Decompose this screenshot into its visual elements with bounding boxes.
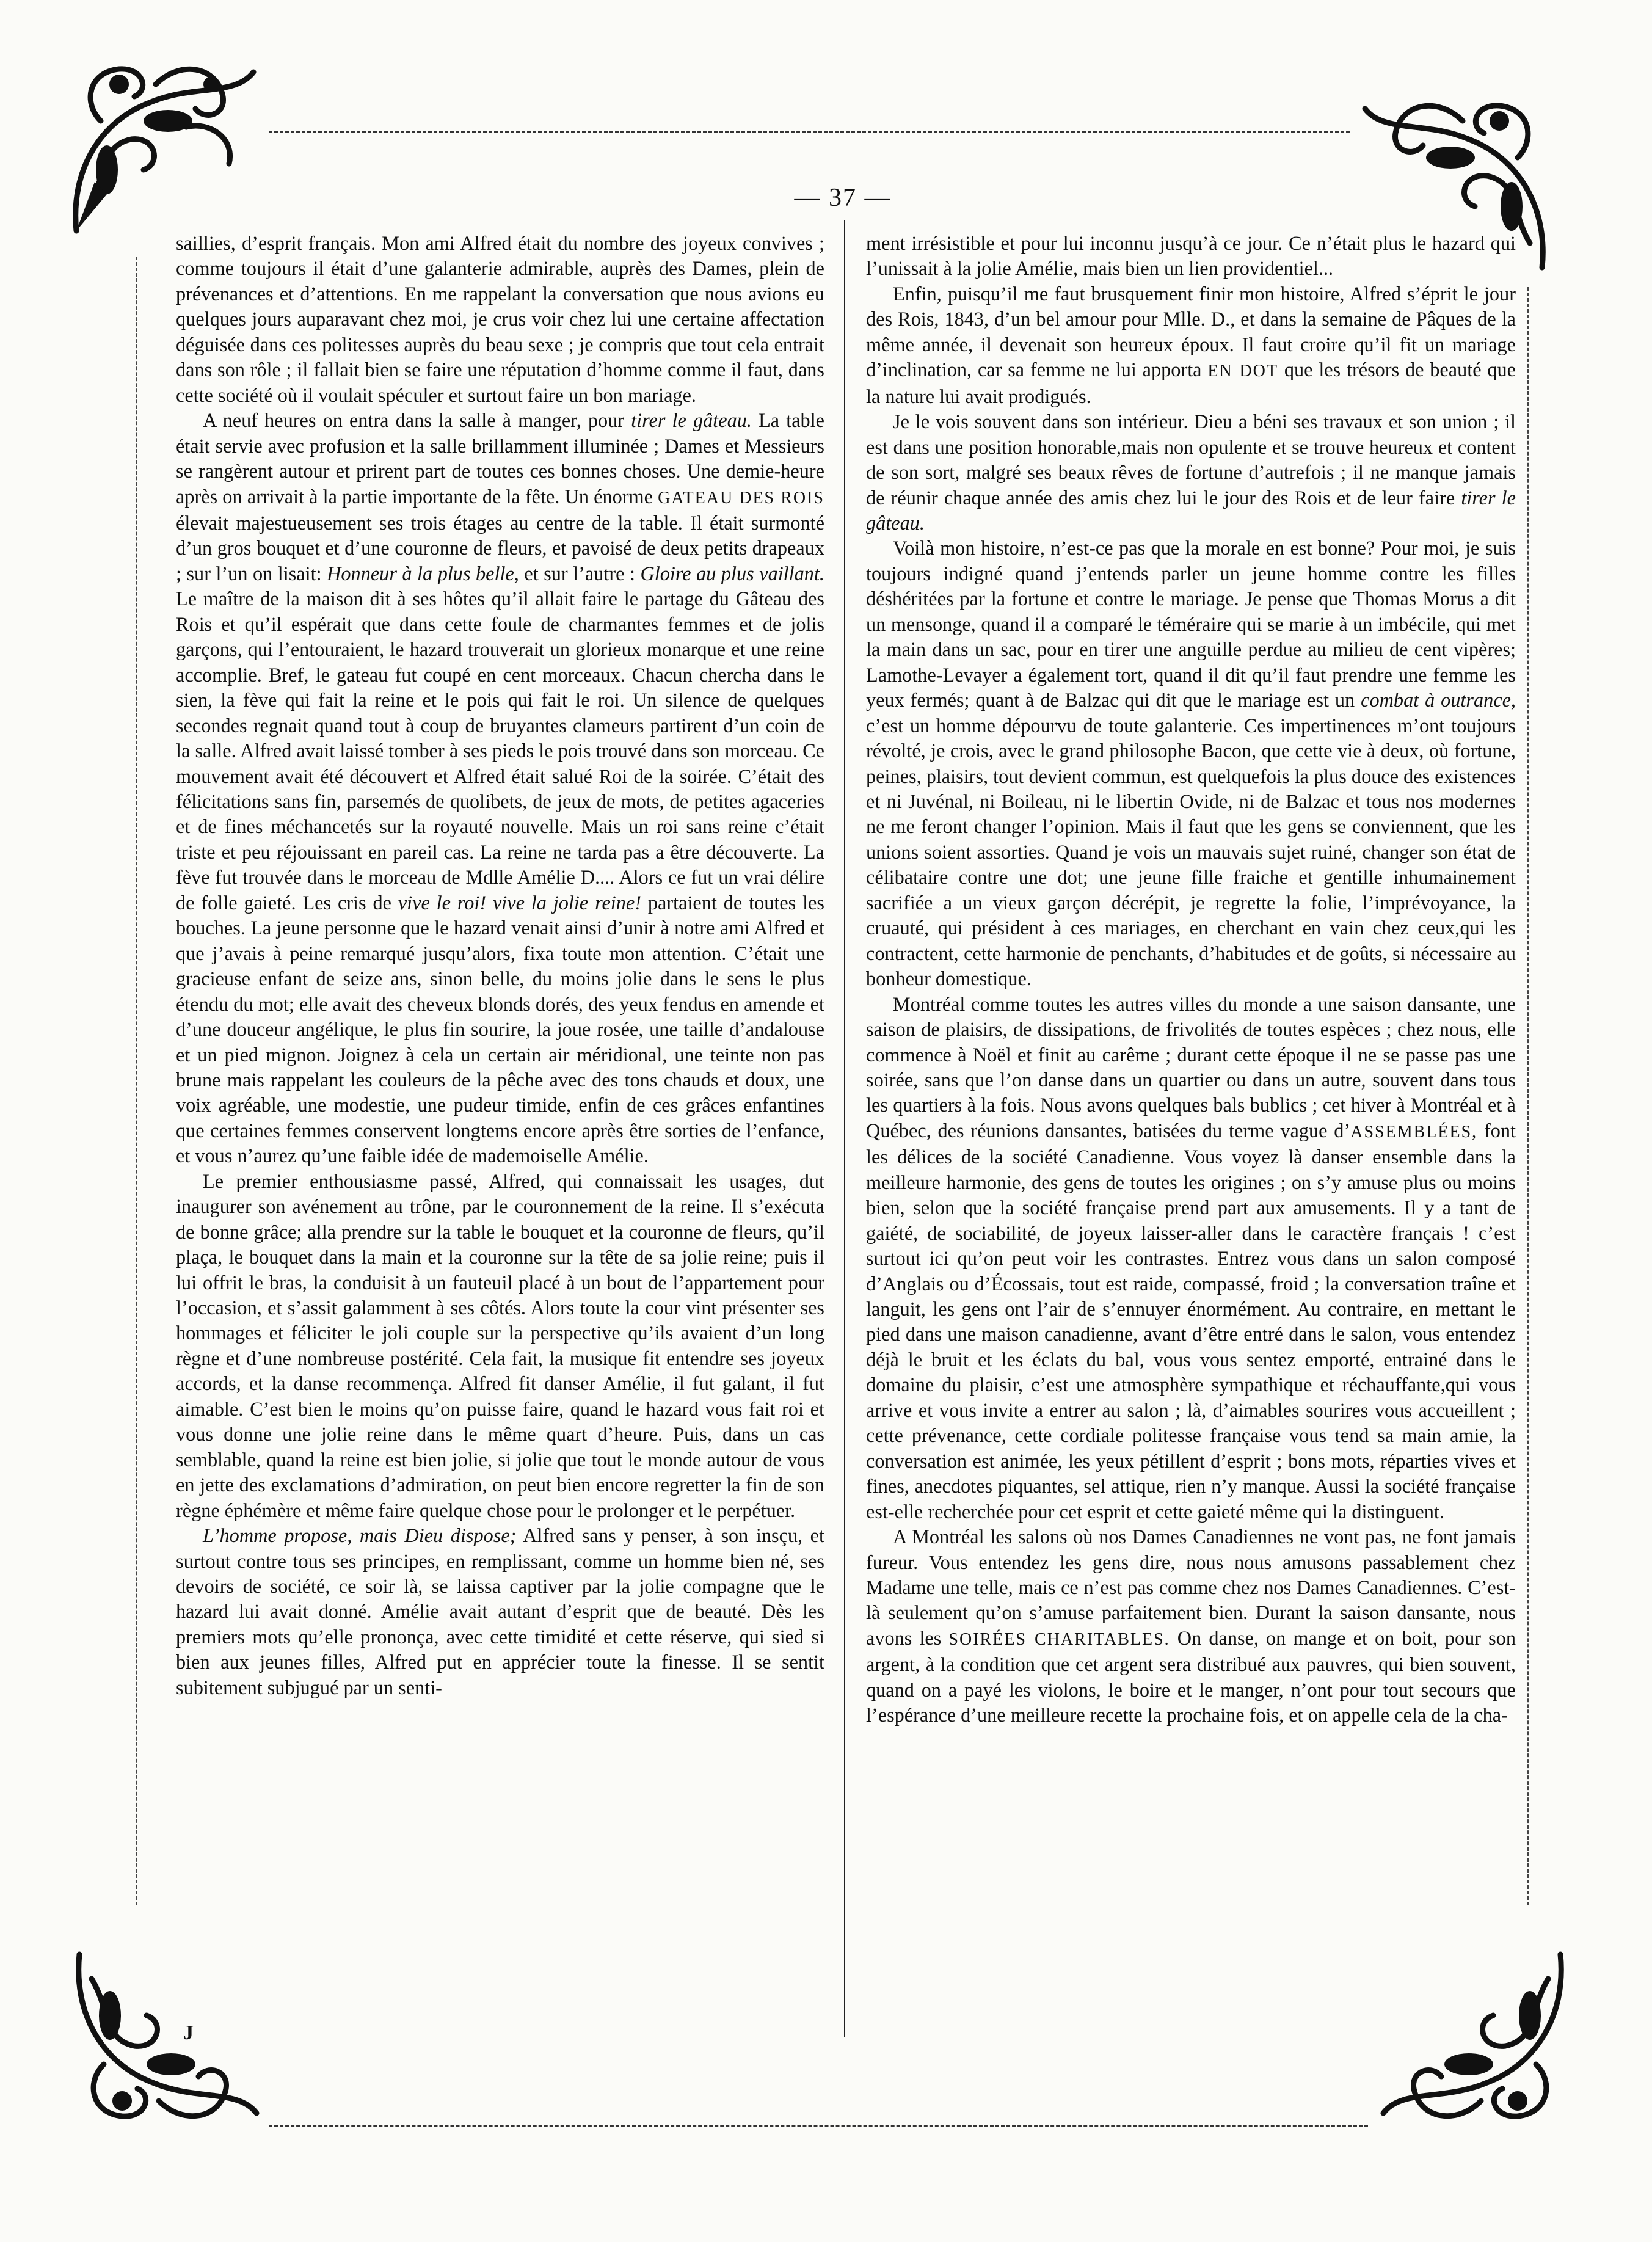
paragraph-text: On danse, on mange et on boit, pour son argent, à la condition que cet argent sera distribué aux pauvres, qui bien souvent, quand on a payé les violons, le boire et le manger, n’ont pour tout secours que l’espérance d’une meilleure recette la prochaine fois, et on appelle cela de la cha- — [866, 1626, 1516, 1727]
paragraph — [866, 1524, 1516, 1728]
paragraph-text: font les délices de la société Canadienne. Vous voyez là danser ensemble dans la meilleure harmonie, des gens de toutes les origines ; on s’y amuse plus ou moins bien, selon que la société française prend part aux amusements. Il y a tant de gaiété, de sociabilité, de joyeux laisser-aller dans le caractère français ! c’est surtout ici qu’on peut voir les contrastes. Entrez vous dans un salon composé d’Anglais ou d’Écossais, tout est raide, compassé, froid ; la conversation traîne et languit, les gens ont l’air de s’ennuyer énormément. Au contraire, en mettant le pied dans une maison canadienne, avant d’être entré dans le salon, vous entendez déjà le bruit et les éclats du bal, vous vous sentez emporté, entrainé dans le domaine du plaisir, c’est une atmosphère sympathique et réchauffante,qui vous arrive et vous invite a entrer au salon ; là, d’aimables sourires vous accueillent ; cette prévenance, cette cordiale politesse française vous tend sa main amie, la conversation est animée, les yeux pétillent d’esprit ; bons mots, réparties vives et fines, anecdotes piquantes, sel attique, rien n’y manque. Aussi la société française est-elle recherchée pour cet esprit et cette gaieté même qui la distinguent. — [866, 1119, 1516, 1523]
paragraph-text: partaient de toutes les bouches. La jeune personne que le hazard venait ainsi d’unir à notre ami Alfred et que j’avais à peine remarqué jusqu’alors, fixa toute mon attention. C’était une gracieuse enfant de seize ans, sinon belle, du moins jolie dans le sens le plus étendu du mot; elle avait des cheveux blonds dorés, des yeux fendus en amende et d’une douceur angélique, le plus fin sourire, la joue rosée, une taille d’andalouse et un pied mignon. Joignez à cela un certain air méridional, une teinte non pas brune mais rappelant les couleurs de la pêche avec des tons chauds et doux, une voix agréable, une modestie, une pudeur timide, enfin de ces grâces enfantines que certaines femmes conservent longtems encore après être sorties de l’enfance, et vous n’aurez qu’une faible idée de mademoiselle Amélie. — [176, 891, 824, 1167]
border-rule-bottom — [269, 2125, 1368, 2127]
small-caps-text: ASSEMBLÉES, — [1350, 1122, 1478, 1141]
column-divider — [844, 220, 845, 2037]
paragraph-text: Enfin, puisqu’il me faut brusquement finir mon histoire, Alfred s’éprit le jour des Rois, 1843, d’un bel amour pour Mlle. D., et dans la semaine de Pâques de la même année, il devenait son heureux époux. Il faut croire qu’il fit un mariage d’inclination, car sa femme ne lui apporta — [866, 282, 1516, 381]
paragraph — [866, 231, 1516, 282]
paragraph-text: Le maître de la maison dit à ses hôtes qu’il allait faire le partage du Gâteau des Rois et qu’il espérait que dans cette foule de charmantes femmes et de jolis garçons, qui l’entouraient, le hazard trouverait un glorieux monarque et une reine accomplie. Bref, le gateau fut coupé en cent morceaux. Chacun chercha dans le sien, la fève qui fait la reine et le pois qui fait le roi. Un silence de quelques secondes regnait quand tout à coup de bruyantes clameurs partirent d’un coin de la salle. Alfred avait laissé tomber à ses pieds le pois trouvé dans son morceau. Ce mouvement avait été découvert et Alfred était salué Roi de la soirée. C’était des félicitations sans fin, parsemés de quolibets, de jeux de mots, de petites agaceries et de fines méchancetés sur la royauté nouvelle. Mais un roi sans reine c’était triste et peu réjouissant en pareil cas. La reine ne tarda pas a être découverte. La fève fut trouvée dans le morceau de Mdlle Amélie D.... Alors ce fut un vrai délire de folle gaieté. Les cris de — [176, 588, 824, 914]
paragraph-text: Voilà mon histoire, n’est-ce pas que la morale en est bonne? Pour moi, je suis toujours indigné quand j’entends parler un jeune homme contre les filles déshéritées par la fortune et contre le mariage. Je pense que Thomas Morus a dit un mensonge, quand il a comparé le téméraire qui se marie à un imbécile, qui met la main dans un sac, pour en tirer une anguille perdue au milieu de cent vipères; Lamothe-Levayer a également tort, quand il dit qu’il faut prendre une femme les yeux fermés; quant à de Balzac qui dit que le mariage est un — [866, 537, 1516, 712]
italic-text: tirer le gâteau. — [631, 409, 752, 432]
signature-mark: J — [183, 2022, 194, 2044]
paragraph-text: Je le vois souvent dans son intérieur. Dieu a béni ses travaux et son union ; il est dans une position honorable,mais non opulente et se trouve heureux et content de son sort, malgré ses beaux rêves de fortune d’autrefois ; il ne manque jamais de réunir chaque année des amis chez lui le jour des Rois et de leur faire — [866, 410, 1516, 509]
paragraph — [866, 536, 1516, 991]
paragraph-text: Alfred sans y penser, à son insçu, et surtout contre tous ses principes, en remplissant, comme un homme bien né, ses devoirs de société, ce soir là, se laissa captiver par la jolie compagne que le hazard lui avait donné. Amélie avait autant d’esprit que de beauté. Dès les premiers mots qu’elle prononça, avec cette timidité et cette réserve, qui sied si bien aux jeunes filles, Alfred put en apprécier toute la finesse. Il se sentit subitement subjugué par un senti- — [176, 1524, 824, 1698]
page-number: — 37 — — [794, 184, 892, 212]
italic-text: Honneur à la plus belle, — [327, 562, 519, 584]
paragraph-text: c’est un homme dépourvu de toute galanterie. Ces impertinences m’ont toujours révolté, je crois, avec le grand philosophe Bacon, que cette vie à deux, où fortune, peines, plaisirs, tout devient commun, est quelquefois la plus douce des existences et ni Juvénal, ni Boileau, ni le libertin Ovide, ni de Balzac et tous nos modernes ne me feront changer l’opinion. Mais il faut que les gens se conviennent, que les unions soient assorties. Quand je vois un mauvais sujet ruiné, changer son état de célibataire contre une dot; une jeune fille fraiche et gentille inhumainement sacrifiée a un vieux garçon décrépit, je regrette la folie, l’imprévoyance, la cruauté, qui président à ces mariages, en cherchant en vain chez ceux,qui les contractent, cette harmonie de penchants, d’habitudes et de goûts, si nécessaire au bonheur domestique. — [866, 714, 1516, 990]
corner-ornament-bottom-right — [1371, 1936, 1573, 2138]
italic-text: Gloire au plus vaillant. — [640, 562, 824, 584]
paragraph — [176, 1169, 824, 1523]
italic-text: L’homme propose, mais Dieu dispose; — [203, 1524, 517, 1547]
paragraph — [176, 408, 824, 1169]
paragraph-text: élevait majestueusement ses trois étages au centre de la table. Il était surmonté d’un gros bouquet et d’une couronne de fleurs, et pavoisé de deux petits drapeaux ; sur l’un on lisait: — [176, 511, 824, 584]
paragraph-text: Le premier enthousiasme passé, Alfred, qui connaissait les usages, dut inaugurer son avénement au trône, par le couronnement de la reine. Il s’exécuta de bonne grâce; alla prendre sur la table le bouquet et la couronne de fleurs, qu’il plaça, le bouquet dans la main et la couronne sur la tête de sa jolie reine; puis il lui offrit le bras, la conduisit à un fauteuil placé à un bout de l’appartement pour l’occasion, et s’assit galamment à ses côtés. Alors toute la cour vint présenter ses hommages et féliciter le joli couple sur la perspective qu’ils avaient d’un long règne et d’une nombreuse postérité. Cela fait, la musique fit entendre ses joyeux accords, et la danse recommença. Alfred fit danser Amélie, il fut galant, il fut aimable. C’est bien le moins qu’on puisse faire, quand le hazard vous fait roi et vous donne une jolie reine dans le même quart d’heure. Puis, dans un cas semblable, quand la reine est bien jolie, si jolie que tout le monde autour de vous en jette des exclamations d’admiration, on peut bien encore regretter la fin de son règne éphémère et même faire quelque chose pour le prolonger et le perpétuer. — [176, 1170, 824, 1521]
paragraph-text: La table était servie avec profusion et la salle brillamment illuminée ; Dames et Messieurs se rangèrent autour et prirent part de toutes ces bonnes choses. Une demie-heure après on arrivait à la partie importante de la fête. Un énorme — [176, 409, 825, 508]
italic-text: vive le roi! vive la jolie reine! — [398, 891, 642, 914]
paragraph-text: et sur l’autre : — [524, 562, 635, 584]
small-caps-text: EN DOT — [1207, 362, 1279, 381]
corner-ornament-top-left — [64, 48, 266, 249]
italic-text: combat à outrance, — [1361, 689, 1516, 712]
paragraph — [176, 1523, 824, 1700]
italic-text: tirer le gâteau. — [866, 486, 1516, 534]
paragraph — [866, 282, 1516, 409]
paragraph — [866, 409, 1516, 536]
paragraph — [176, 231, 824, 408]
border-rule-right — [1527, 287, 1529, 1905]
paragraph-text: Montréal comme toutes les autres villes du monde a une saison dansante, une saison de plaisirs, de dissipations, de frivolités de toutes espèces ; chez nous, elle commence à Noël et finit au carême ; durant cette époque il ne se passe pas une soirée, sans que l’on danse dans un quartier ou dans un autre, souvent dans tous les quartiers à la fois. Nous avons quelques bals bublics ; cet hiver à Montréal et à Québec, des réunions dansantes, batisées du terme vague d’ — [866, 992, 1516, 1141]
corner-ornament-bottom-left — [67, 1936, 269, 2138]
paragraph-text: A Montréal les salons où nos Dames Canadiennes ne vont pas, ne font jamais fureur. Vous entendez les gens dire, nous nous amusons passablement chez Madame une telle, mais ce n’est pas comme chez nos Dames Canadiennes. C’est-là seulement qu’on s’amuse parfaitement bien. Durant la saison dansante, nous avons les — [866, 1526, 1516, 1649]
border-rule-left — [136, 257, 137, 1905]
paragraph-text: que les trésors de beauté que la nature lui avait prodigués. — [866, 359, 1516, 407]
right-column — [866, 231, 1516, 1728]
border-rule-top — [269, 131, 1350, 133]
small-caps-text: SOIRÉES CHARITABLES. — [948, 1629, 1170, 1649]
small-caps-text: GATEAU DES ROIS — [658, 488, 825, 508]
paragraph-text: A neuf heures on entra dans la salle à manger, pour — [203, 409, 625, 432]
left-column — [176, 231, 824, 1700]
paragraph-text: ment irrésistible et pour lui inconnu jusqu’à ce jour. Ce n’était plus le hazard qui l’unissait à la jolie Amélie, mais bien un lien providentiel... — [866, 232, 1516, 280]
paragraph-text: saillies, d’esprit français. Mon ami Alfred était du nombre des joyeux convives ; comme toujours il était d’une galanterie admirable, auprès des Dames, plein de prévenances et d’attentions. En me rappelant la conversation que nous avions eu quelques jours auparavant chez moi, je crus voir chez lui une certaine affectation déguisée dans ces politesses auprès du beau sexe ; je compris que tout cela entrait dans son rôle ; il fallait bien se faire une réputation d’homme comme il faut, dans cette société où il voulait spéculer et surtout faire un bon mariage. — [176, 232, 824, 406]
paragraph — [866, 992, 1516, 1525]
